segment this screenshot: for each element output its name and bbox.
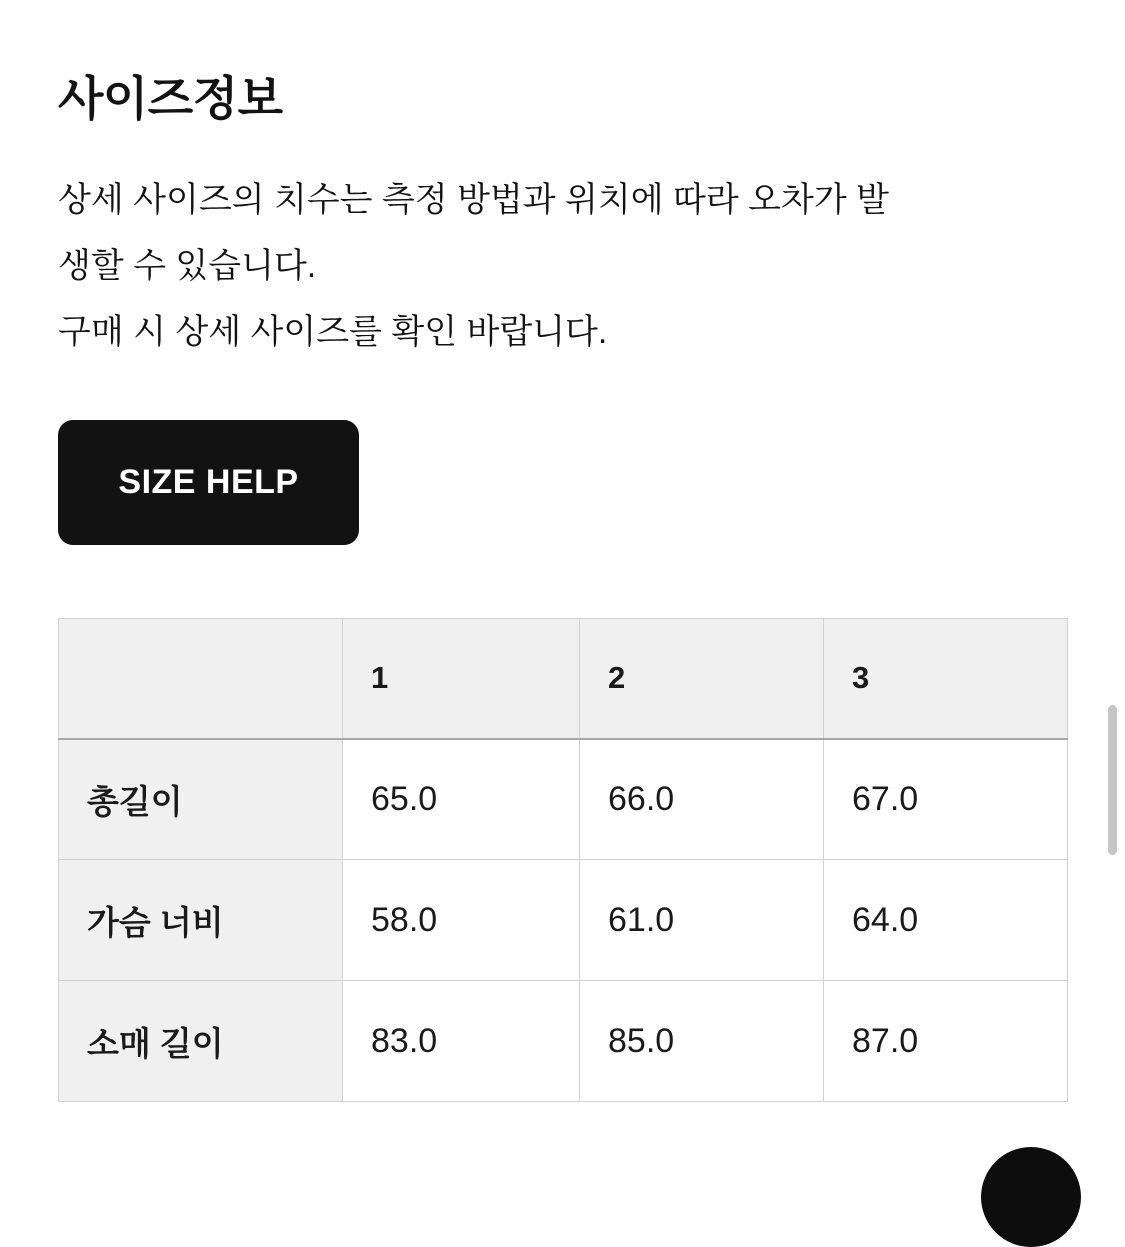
size-table <box>58 618 1068 1102</box>
size-help-button[interactable] <box>58 420 359 545</box>
table-cell: 65.0 <box>343 739 580 860</box>
disclaimer-line-3: 구매 시 상세 사이즈를 확인 바랍니다. <box>58 313 608 351</box>
column-header-size-2: 2 <box>580 619 824 739</box>
table-cell: 61.0 <box>580 860 824 981</box>
floating-action-button[interactable] <box>981 1147 1081 1247</box>
size-help-button-label: SIZE HELP <box>118 463 299 501</box>
table-cell: 66.0 <box>580 739 824 860</box>
size-disclaimer-text <box>58 167 889 365</box>
table-cell: 87.0 <box>824 981 1068 1102</box>
table-header-row <box>59 619 1068 739</box>
row-label: 가슴 너비 <box>59 860 343 981</box>
table-row-sleeve-length <box>59 981 1068 1102</box>
disclaimer-line-1: 상세 사이즈의 치수는 측정 방법과 위치에 따라 오차가 발 <box>58 181 889 219</box>
column-header-size-1: 1 <box>343 619 580 739</box>
table-row-chest-width <box>59 860 1068 981</box>
table-row-total-length <box>59 739 1068 860</box>
row-label: 총길이 <box>59 739 343 860</box>
table-cell: 83.0 <box>343 981 580 1102</box>
row-label: 소매 길이 <box>59 981 343 1102</box>
table-cell: 85.0 <box>580 981 824 1102</box>
corner-cell <box>59 619 343 739</box>
page-title: 사이즈정보 <box>58 72 283 125</box>
table-cell: 67.0 <box>824 739 1068 860</box>
column-header-size-3: 3 <box>824 619 1068 739</box>
scrollbar-thumb[interactable] <box>1108 705 1117 855</box>
table-cell: 64.0 <box>824 860 1068 981</box>
table-cell: 58.0 <box>343 860 580 981</box>
disclaimer-line-2: 생할 수 있습니다. <box>58 247 317 285</box>
